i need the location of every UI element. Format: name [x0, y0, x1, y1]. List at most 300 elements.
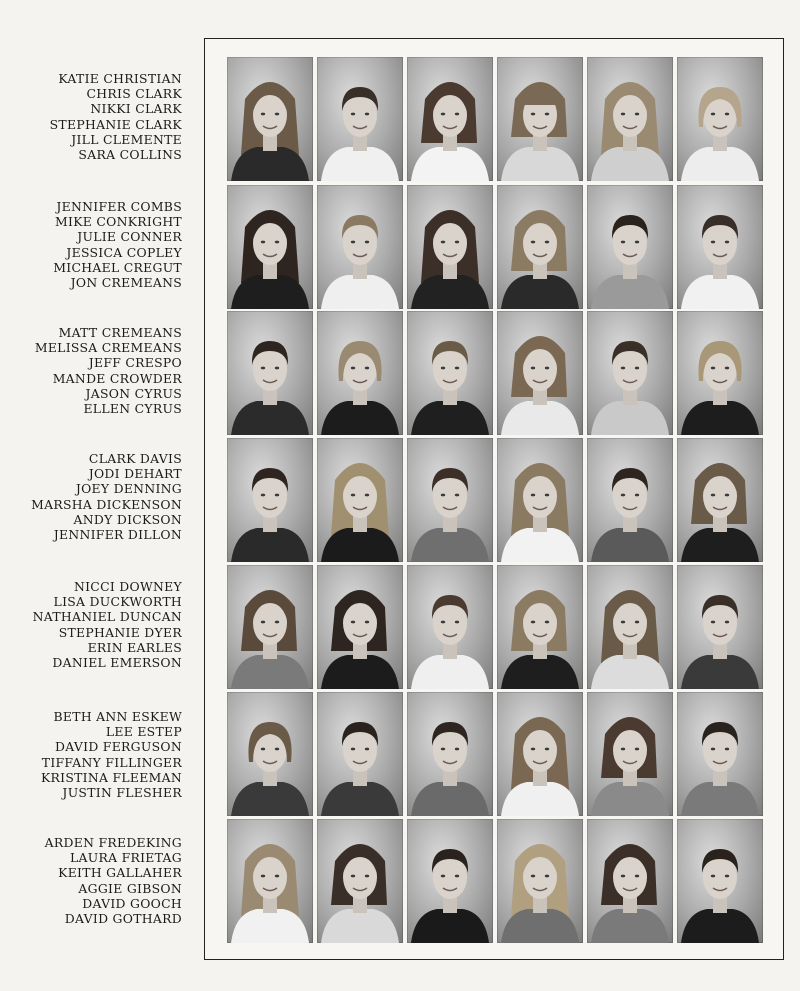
student-name: AGGIE GIBSON [78, 880, 182, 896]
portrait-illustration [227, 185, 313, 309]
student-name: LEE ESTEP [105, 724, 182, 740]
portrait-illustration [587, 692, 673, 816]
right-eye [275, 367, 279, 370]
left-eye [711, 875, 715, 878]
student-portrait [497, 819, 583, 943]
neck [713, 643, 727, 659]
shirt [591, 275, 669, 309]
student-portrait [407, 185, 493, 309]
shirt [231, 528, 309, 562]
portrait-illustration [497, 57, 583, 181]
portrait-illustration [227, 438, 313, 562]
right-eye [275, 621, 279, 624]
shirt [321, 275, 399, 309]
student-name: MELISSA CREMEANS [34, 340, 182, 356]
right-eye [725, 113, 729, 116]
shirt [321, 401, 399, 435]
student-portrait [227, 185, 313, 309]
right-eye [365, 494, 369, 497]
shirt [321, 782, 399, 816]
photo-row [205, 819, 783, 945]
student-name: CLARK DAVIS [88, 451, 182, 466]
portrait-illustration [677, 565, 763, 689]
left-eye [531, 494, 535, 497]
left-eye [261, 367, 265, 370]
shirt [321, 909, 399, 943]
portrait-illustration [407, 692, 493, 816]
neck [533, 643, 547, 659]
student-name: NIKKI CLARK [90, 101, 182, 117]
neck [533, 135, 547, 151]
student-portrait [587, 692, 673, 816]
shirt [411, 401, 489, 435]
name-group [0, 451, 182, 542]
student-name: JEFF CRESPO [88, 355, 182, 371]
right-eye [545, 875, 549, 878]
right-eye [545, 241, 549, 244]
right-eye [635, 113, 639, 116]
student-name: TIFFANY FILLINGER [41, 754, 182, 770]
student-portrait [227, 819, 313, 943]
neck [443, 897, 457, 913]
photo-grid-frame [204, 38, 784, 960]
student-portrait [497, 311, 583, 435]
neck [353, 897, 367, 913]
left-eye [621, 113, 625, 116]
portrait-illustration [317, 57, 403, 181]
student-name: ANDY DICKSON [73, 511, 182, 527]
student-portrait [497, 565, 583, 689]
right-eye [635, 367, 639, 370]
neck [623, 770, 637, 786]
student-portrait [407, 692, 493, 816]
student-name: MICHAEL CREGUT [53, 259, 182, 275]
student-portrait [497, 57, 583, 181]
student-name: KATIE CHRISTIAN [58, 71, 182, 86]
left-eye [621, 367, 625, 370]
left-eye [711, 241, 715, 244]
shirt [681, 655, 759, 689]
portrait-illustration [407, 185, 493, 309]
name-group [0, 835, 182, 926]
student-name: JUSTIN FLESHER [62, 785, 182, 801]
student-name: JODI DEHART [88, 466, 182, 482]
left-eye [711, 621, 715, 624]
right-eye [725, 241, 729, 244]
portrait-illustration [317, 565, 403, 689]
left-eye [261, 494, 265, 497]
student-portrait [317, 57, 403, 181]
neck [713, 135, 727, 151]
neck [443, 770, 457, 786]
portrait-illustration [227, 819, 313, 943]
portrait-illustration [407, 438, 493, 562]
student-name: ELLEN CYRUS [83, 401, 182, 417]
student-name: DAVID FERGUSON [55, 739, 182, 755]
shirt [681, 401, 759, 435]
student-name: KEITH GALLAHER [58, 865, 182, 881]
portrait-illustration [497, 311, 583, 435]
shirt [591, 782, 669, 816]
student-name: CHRIS CLARK [86, 86, 182, 102]
student-name: DANIEL EMERSON [52, 655, 182, 671]
neck [443, 643, 457, 659]
neck [713, 770, 727, 786]
portrait-illustration [227, 565, 313, 689]
student-portrait [407, 438, 493, 562]
portrait-illustration [227, 57, 313, 181]
name-group [0, 325, 182, 416]
neck [443, 389, 457, 405]
student-portrait [587, 819, 673, 943]
student-portrait [317, 565, 403, 689]
student-portrait [677, 692, 763, 816]
shirt [321, 147, 399, 181]
shirt [681, 782, 759, 816]
student-portrait [317, 819, 403, 943]
student-portrait [587, 57, 673, 181]
student-portrait [227, 565, 313, 689]
student-portrait [497, 692, 583, 816]
right-eye [365, 367, 369, 370]
neck [263, 516, 277, 532]
student-portrait [677, 311, 763, 435]
left-eye [351, 875, 355, 878]
right-eye [545, 113, 549, 116]
shirt [321, 655, 399, 689]
neck [263, 263, 277, 279]
student-name: JOEY DENNING [75, 481, 182, 497]
right-eye [635, 621, 639, 624]
student-name: DAVID GOOCH [82, 895, 182, 911]
portrait-illustration [497, 692, 583, 816]
name-group [0, 199, 182, 290]
student-portrait [587, 311, 673, 435]
right-eye [725, 621, 729, 624]
student-portrait [677, 819, 763, 943]
right-eye [275, 113, 279, 116]
left-eye [621, 494, 625, 497]
portrait-illustration [497, 819, 583, 943]
student-portrait [407, 57, 493, 181]
left-eye [261, 241, 265, 244]
right-eye [455, 875, 459, 878]
left-eye [441, 367, 445, 370]
student-portrait [227, 438, 313, 562]
right-eye [365, 113, 369, 116]
portrait-illustration [587, 819, 673, 943]
student-portrait [677, 185, 763, 309]
student-name: LISA DUCKWORTH [53, 594, 182, 610]
shirt [411, 147, 489, 181]
student-portrait [677, 57, 763, 181]
right-eye [455, 113, 459, 116]
student-name: MATT CREMEANS [58, 325, 182, 340]
neck [533, 263, 547, 279]
student-portrait [587, 565, 673, 689]
student-name: JENNIFER COMBS [56, 199, 182, 214]
left-eye [351, 621, 355, 624]
photo-row [205, 57, 783, 183]
neck [263, 135, 277, 151]
right-eye [725, 367, 729, 370]
neck [353, 516, 367, 532]
left-eye [531, 621, 535, 624]
student-portrait [677, 438, 763, 562]
neck [623, 643, 637, 659]
student-name: NATHANIEL DUNCAN [32, 609, 182, 625]
right-eye [275, 875, 279, 878]
right-eye [635, 875, 639, 878]
photo-row [205, 438, 783, 564]
left-eye [621, 621, 625, 624]
shirt [681, 147, 759, 181]
student-portrait [227, 692, 313, 816]
left-eye [261, 621, 265, 624]
shirt [681, 528, 759, 562]
right-eye [725, 494, 729, 497]
portrait-illustration [677, 185, 763, 309]
student-name: KRISTINA FLEEMAN [40, 769, 182, 785]
shirt [681, 909, 759, 943]
shirt [411, 528, 489, 562]
student-name: NICCI DOWNEY [73, 579, 182, 594]
neck [533, 770, 547, 786]
portrait-illustration [497, 185, 583, 309]
neck [533, 516, 547, 532]
student-name: JESSICA COPLEY [66, 244, 182, 260]
right-eye [635, 494, 639, 497]
student-portrait [677, 565, 763, 689]
portrait-illustration [407, 819, 493, 943]
neck [353, 135, 367, 151]
shirt [411, 909, 489, 943]
left-eye [531, 367, 535, 370]
right-eye [455, 241, 459, 244]
portrait-illustration [227, 311, 313, 435]
neck [263, 389, 277, 405]
student-name: STEPHANIE DYER [58, 624, 182, 640]
shirt [591, 528, 669, 562]
student-name: ARDEN FREDEKING [44, 835, 182, 850]
left-eye [621, 241, 625, 244]
neck [443, 516, 457, 532]
neck [533, 897, 547, 913]
left-eye [531, 748, 535, 751]
right-eye [545, 621, 549, 624]
right-eye [635, 748, 639, 751]
left-eye [711, 367, 715, 370]
portrait-illustration [317, 819, 403, 943]
right-eye [545, 367, 549, 370]
left-eye [441, 621, 445, 624]
left-eye [531, 875, 535, 878]
student-name: DAVID GOTHARD [64, 911, 182, 927]
student-name: MANDE CROWDER [52, 370, 182, 386]
left-eye [621, 748, 625, 751]
shirt [501, 401, 579, 435]
neck [353, 643, 367, 659]
name-group [0, 71, 182, 162]
neck [353, 389, 367, 405]
neck [713, 516, 727, 532]
name-group [0, 709, 182, 800]
student-name: JASON CYRUS [85, 385, 182, 401]
photo-row [205, 692, 783, 818]
student-portrait [317, 185, 403, 309]
left-eye [351, 241, 355, 244]
right-eye [365, 621, 369, 624]
right-eye [455, 367, 459, 370]
left-eye [441, 494, 445, 497]
neck [533, 389, 547, 405]
neck [263, 643, 277, 659]
student-portrait [407, 311, 493, 435]
student-name: ERIN EARLES [87, 639, 182, 655]
left-eye [621, 875, 625, 878]
neck [353, 770, 367, 786]
left-eye [711, 113, 715, 116]
photo-row [205, 311, 783, 437]
shirt [501, 275, 579, 309]
shirt [681, 275, 759, 309]
right-eye [365, 241, 369, 244]
student-name: SARA COLLINS [78, 147, 182, 163]
student-name: STEPHANIE CLARK [49, 116, 182, 132]
student-portrait [317, 311, 403, 435]
student-name: JULIE CONNER [77, 229, 182, 245]
student-portrait [317, 438, 403, 562]
portrait-illustration [317, 311, 403, 435]
portrait-illustration [677, 819, 763, 943]
right-eye [725, 875, 729, 878]
left-eye [261, 113, 265, 116]
neck [443, 135, 457, 151]
right-eye [365, 748, 369, 751]
portrait-illustration [677, 692, 763, 816]
portrait-illustration [587, 57, 673, 181]
left-eye [711, 494, 715, 497]
left-eye [261, 875, 265, 878]
portrait-illustration [677, 438, 763, 562]
shirt [231, 401, 309, 435]
neck [263, 897, 277, 913]
neck [623, 135, 637, 151]
shirt [501, 147, 579, 181]
portrait-illustration [497, 438, 583, 562]
student-name: MARSHA DICKENSON [31, 496, 182, 512]
student-portrait [587, 185, 673, 309]
portrait-illustration [407, 565, 493, 689]
shirt [501, 655, 579, 689]
right-eye [275, 748, 279, 751]
left-eye [531, 113, 535, 116]
right-eye [545, 748, 549, 751]
neck [623, 516, 637, 532]
left-eye [261, 748, 265, 751]
neck [263, 770, 277, 786]
student-name: LAURA FRIETAG [69, 850, 182, 866]
student-portrait [317, 692, 403, 816]
portrait-illustration [587, 311, 673, 435]
student-name: MIKE CONKRIGHT [55, 214, 182, 230]
right-eye [725, 748, 729, 751]
right-eye [275, 241, 279, 244]
left-eye [441, 748, 445, 751]
left-eye [351, 367, 355, 370]
left-eye [351, 494, 355, 497]
portrait-illustration [227, 692, 313, 816]
shirt [591, 401, 669, 435]
photo-row [205, 565, 783, 691]
right-eye [365, 875, 369, 878]
neck [713, 897, 727, 913]
student-name: BETH ANN ESKEW [53, 709, 182, 724]
portrait-illustration [497, 565, 583, 689]
shirt [411, 655, 489, 689]
student-portrait [497, 438, 583, 562]
student-portrait [497, 185, 583, 309]
student-portrait [227, 311, 313, 435]
name-group [0, 579, 182, 670]
student-portrait [407, 565, 493, 689]
shirt [231, 782, 309, 816]
neck [353, 263, 367, 279]
portrait-illustration [317, 692, 403, 816]
photo-row [205, 185, 783, 311]
portrait-illustration [677, 311, 763, 435]
neck [713, 389, 727, 405]
student-name: JENNIFER DILLON [53, 527, 182, 543]
names-column [0, 0, 188, 991]
shirt [591, 909, 669, 943]
neck [713, 263, 727, 279]
left-eye [441, 241, 445, 244]
portrait-illustration [587, 438, 673, 562]
right-eye [455, 494, 459, 497]
right-eye [545, 494, 549, 497]
left-eye [441, 113, 445, 116]
left-eye [441, 875, 445, 878]
left-eye [531, 241, 535, 244]
shirt [411, 782, 489, 816]
right-eye [635, 241, 639, 244]
portrait-illustration [317, 185, 403, 309]
neck [443, 263, 457, 279]
portrait-illustration [317, 438, 403, 562]
neck [623, 389, 637, 405]
portrait-illustration [587, 185, 673, 309]
student-portrait [587, 438, 673, 562]
portrait-illustration [677, 57, 763, 181]
left-eye [351, 113, 355, 116]
right-eye [275, 494, 279, 497]
portrait-illustration [407, 57, 493, 181]
student-name: JILL CLEMENTE [71, 131, 182, 147]
student-portrait [227, 57, 313, 181]
student-portrait [407, 819, 493, 943]
portrait-illustration [587, 565, 673, 689]
left-eye [711, 748, 715, 751]
portrait-illustration [407, 311, 493, 435]
shirt [231, 655, 309, 689]
right-eye [455, 621, 459, 624]
neck [623, 897, 637, 913]
right-eye [455, 748, 459, 751]
neck [623, 263, 637, 279]
left-eye [351, 748, 355, 751]
student-name: JON CREMEANS [70, 275, 182, 291]
